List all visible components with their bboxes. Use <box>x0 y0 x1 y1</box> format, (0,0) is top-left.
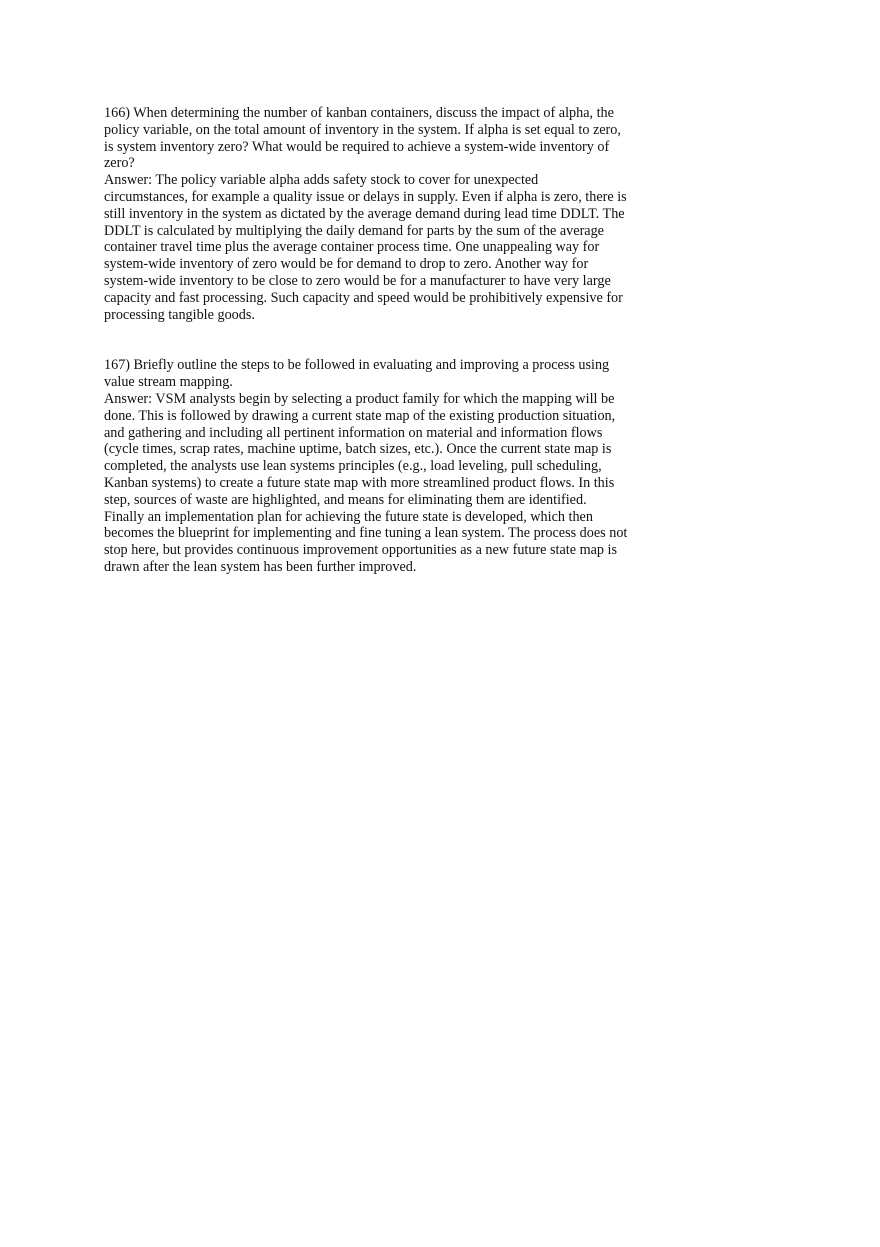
answer-line: done. This is followed by drawing a current state map of the existing production situation, <box>104 407 616 424</box>
answer-line: system-wide inventory of zero would be for demand to drop to zero. Another way for <box>104 256 589 273</box>
question-text <box>104 357 640 391</box>
answer-line: circumstances, for example a quality issue or delays in supply. Even if alpha is zero, there is <box>104 188 627 205</box>
answer-line: Finally an implementation plan for achieving the future state is developed, which then <box>104 508 593 525</box>
answer-line: step, sources of waste are highlighted, and means for eliminating them are identified. <box>104 491 587 508</box>
answer-line: capacity and fast processing. Such capacity and speed would be prohibitively expensive for <box>104 289 623 306</box>
page-content <box>104 105 640 576</box>
answer-line: Answer: VSM analysts begin by selecting a product family for which the mapping will be <box>104 390 615 407</box>
answer-line: and gathering and including all pertinent information on material and information flows <box>104 424 603 441</box>
question-block-167 <box>104 357 640 575</box>
answer-line: drawn after the lean system has been further improved. <box>104 558 417 575</box>
question-text <box>104 105 640 172</box>
answer-line: Kanban systems) to create a future state map with more streamlined product flows. In this <box>104 474 615 491</box>
answer-line: still inventory in the system as dictated by the average demand during lead time DDLT. The <box>104 205 625 222</box>
question-line: policy variable, on the total amount of inventory in the system. If alpha is set equal to zero, <box>104 121 621 138</box>
answer-line: container travel time plus the average container process time. One unappealing way for <box>104 239 600 256</box>
question-line: 167) Briefly outline the steps to be followed in evaluating and improving a process using <box>104 357 610 374</box>
answer-line: stop here, but provides continuous improvement opportunities as a new future state map is <box>104 542 618 559</box>
question-line: 166) When determining the number of kanban containers, discuss the impact of alpha, the <box>104 105 614 121</box>
answer-line: completed, the analysts use lean systems principles (e.g., load leveling, pull scheduling, <box>104 458 602 475</box>
answer-line: Answer: The policy variable alpha adds safety stock to cover for unexpected <box>104 172 539 189</box>
question-line: zero? <box>104 155 135 172</box>
answer-line: (cycle times, scrap rates, machine uptime, batch sizes, etc.). Once the current state map is <box>104 441 612 458</box>
answer-line: becomes the blueprint for implementing and fine tuning a lean system. The process does not <box>104 525 628 542</box>
question-line: value stream mapping. <box>104 374 233 391</box>
answer-text <box>104 391 640 576</box>
question-line: is system inventory zero? What would be required to achieve a system-wide inventory of <box>104 138 610 155</box>
answer-text <box>104 172 640 323</box>
question-block-166 <box>104 105 640 323</box>
answer-line: DDLT is calculated by multiplying the daily demand for parts by the sum of the average <box>104 222 604 239</box>
answer-line: system-wide inventory to be close to zero would be for a manufacturer to have very large <box>104 272 611 289</box>
answer-line: processing tangible goods. <box>104 306 255 323</box>
